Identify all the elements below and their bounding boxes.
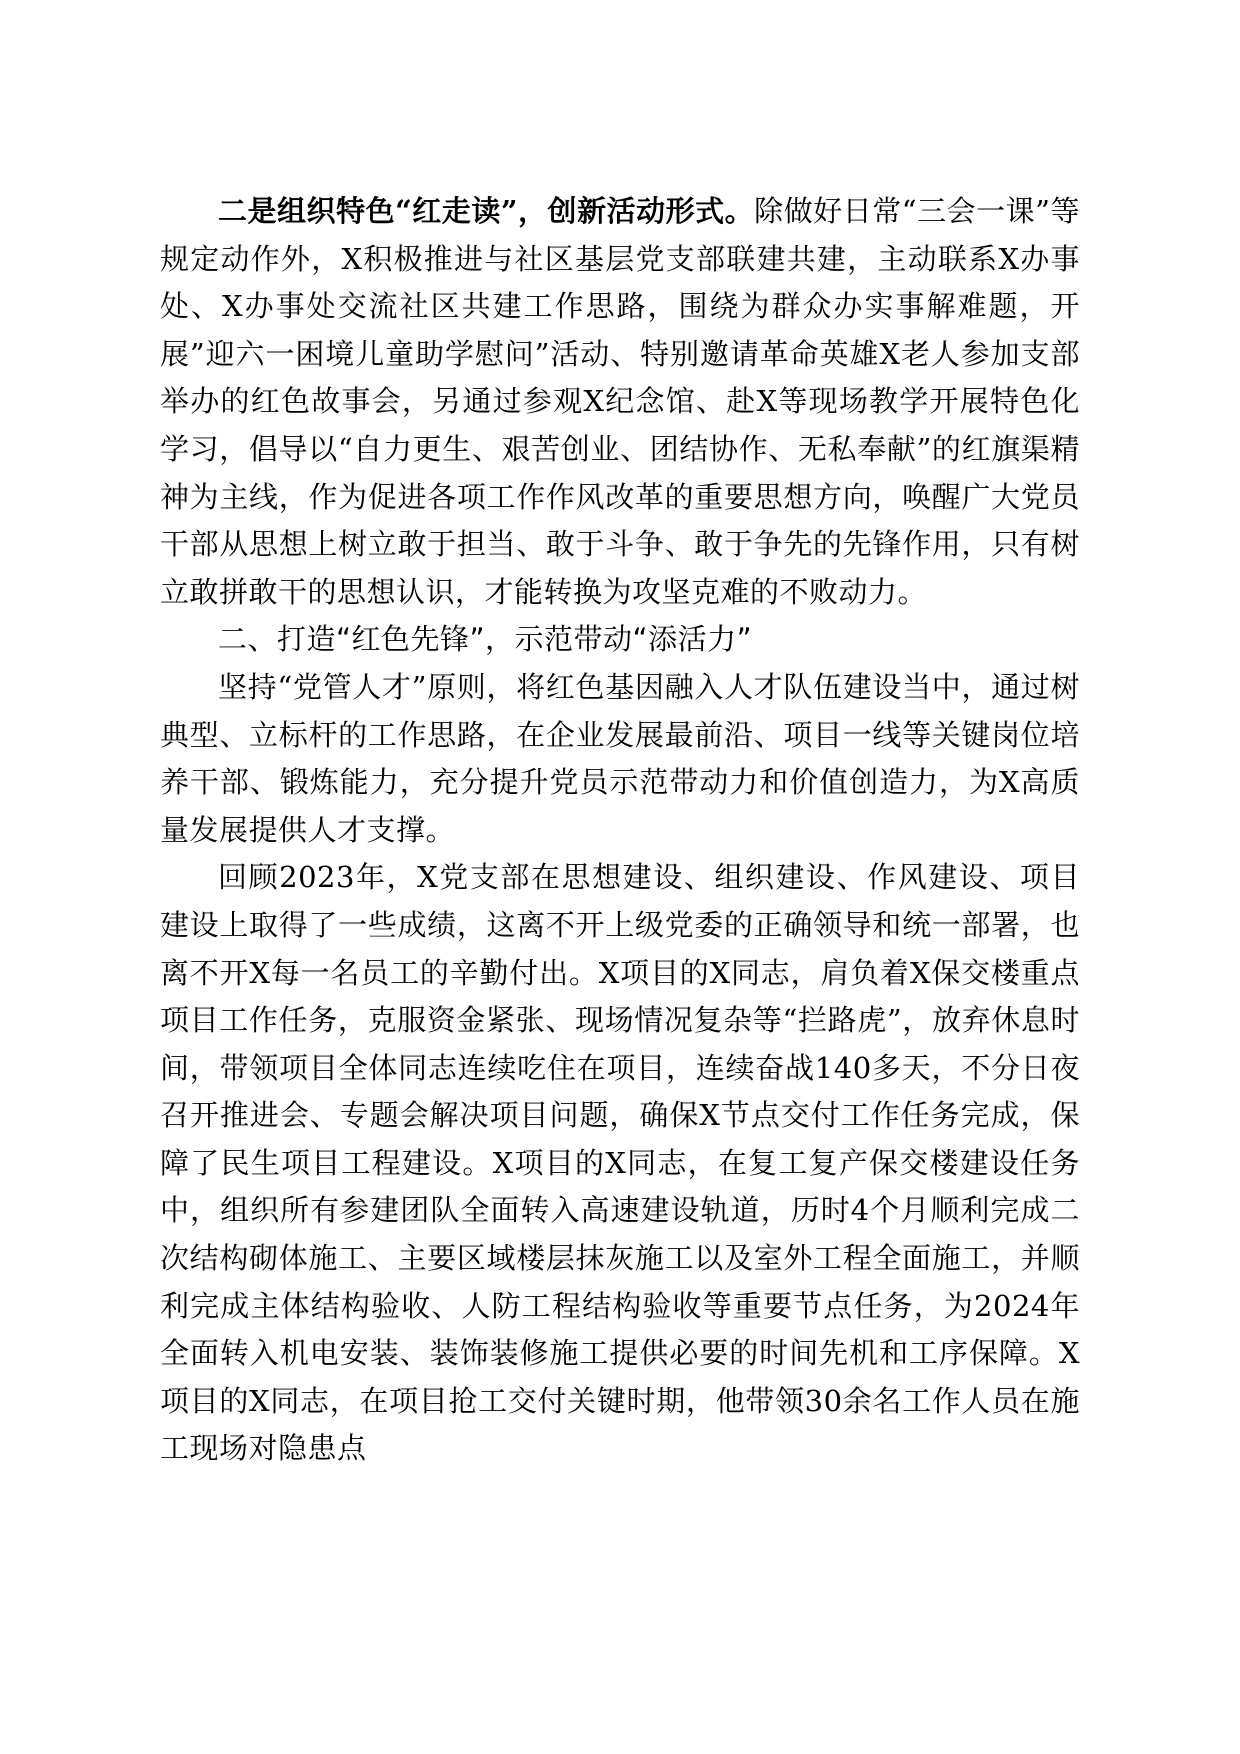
paragraph-lead-bold: 二是组织特色“红走读”，创新活动形式。 <box>218 194 755 228</box>
section-heading: 二、打造“红色先锋”，示范带动“添活力” <box>218 622 753 657</box>
paragraph-talent: 坚持“党管人才”原则，将红色基因融入人才队伍建设当中，通过树典型、立标杆的工作思路，在企业发展最前沿、项目一线等关键岗位培养干部、锻炼能力，充分提升党员示范带动力和价值创造力，为X高质量发展提供人才支撑。 <box>160 669 1080 847</box>
paragraph-body: 除做好日常“三会一课”等规定动作外，X积极推进与社区基层党支部联建共建，主动联系X办事处、X办事处交流社区共建工作思路，围绕为群众办实事解难题，开展”迎六一困境儿童助学慰问”活动、特别邀请革命英雄X老人参加支部举办的红色故事会，另通过参观X纪念馆、赴X等现场教学开展特色化学习，倡导以“自力更生、艰苦创业、团结协作、无私奉献”的红旗渠精神为主线，作为促进各项工作作风改革的重要思想方向，唤醒广大党员干部从思想上树立敢于担当、敢于斗争、敢于争先的先锋作用，只有树立敢拼敢干的思想认识，才能转换为攻坚克难的不败动力。 <box>160 194 1080 609</box>
document-page <box>160 188 1080 1473</box>
paragraph-red-reading <box>160 188 1080 616</box>
paragraph-review-2023: 回顾2023年，X党支部在思想建设、组织建设、作风建设、项目建设上取得了一些成绩，这离不开上级党委的正确领导和统一部署，也离不开X每一名员工的辛勤付出。X项目的X同志，肩负着X保交楼重点项目工作任务，克服资金紧张、现场情况复杂等“拦路虎”，放弃休息时间，带领项目全体同志连续吃住在项目，连续奋战140多天，不分日夜召开推进会、专题会解决项目问题，确保X节点交付工作任务完成，保障了民生项目工程建设。X项目的X同志，在复工复产保交楼建设任务中，组织所有参建团队全面转入高速建设轨道，历时4个月顺利完成二次结构砌体施工、主要区域楼层抹灰施工以及室外工程全面施工，并顺利完成主体结构验收、人防工程结构验收等重要节点任务，为2024年全面转入机电安装、装饰装修施工提供必要的时间先机和工序保障。X项目的X同志，在项目抢工交付关键时期，他带领30余名工作人员在施工现场对隐患点 <box>160 860 1080 1466</box>
